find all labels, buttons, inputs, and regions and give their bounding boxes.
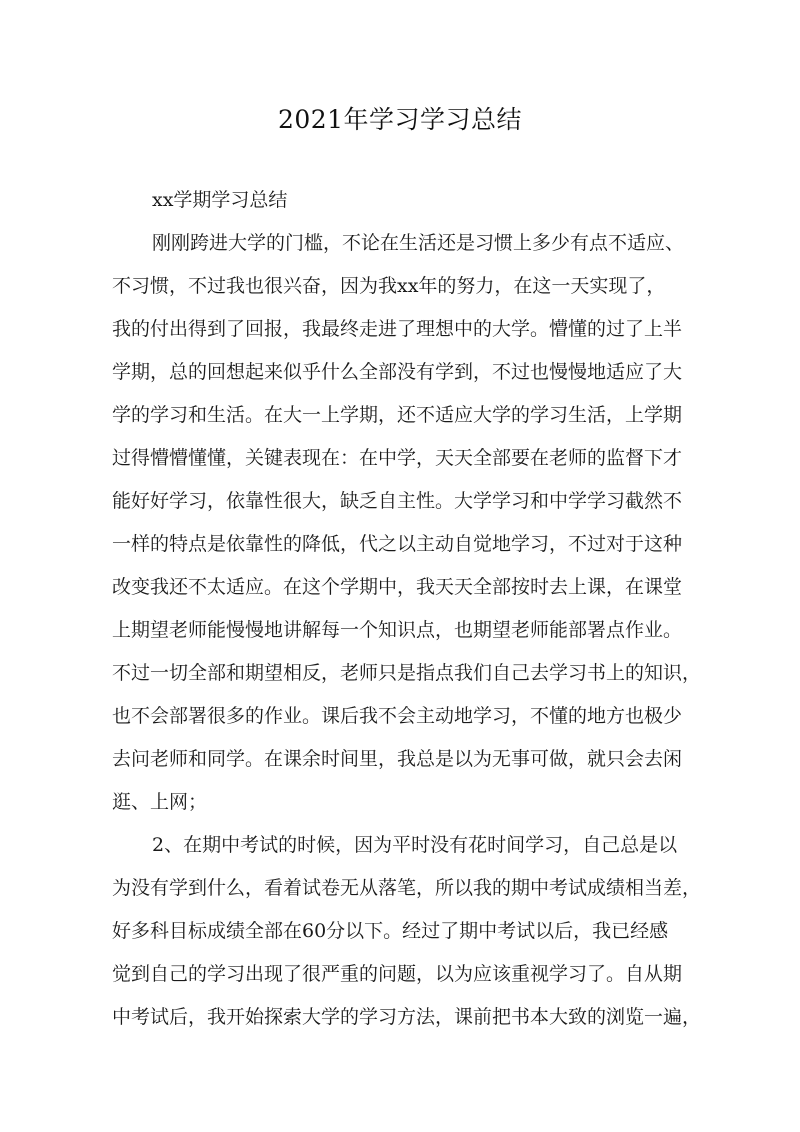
- paragraph-line: 2、在期中考试的时候，因为平时没有花时间学习，自己总是以: [152, 834, 678, 856]
- paragraph-line: 不习惯，不过我也很兴奋，因为我xx年的努力，在这一天实现了，: [112, 275, 666, 297]
- paragraph-line: 去问老师和同学。在课余时间里，我总是以为无事可做，就只会去闲: [112, 748, 683, 770]
- document-title: 2021年学习学习总结: [277, 105, 523, 134]
- paragraph-line: 改变我还不太适应。在这个学期中，我天天全部按时去上课，在课堂: [112, 576, 683, 598]
- paragraph-line: 好多科目标成绩全部在60分以下。经过了期中考试以后，我已经感: [112, 920, 669, 942]
- paragraph-line: 能好好学习，依靠性很大，缺乏自主性。大学学习和中学学习截然不: [112, 490, 683, 512]
- section-heading: xx学期学习总结: [152, 189, 288, 211]
- paragraph-line: 刚刚跨进大学的门槛，不论在生活还是习惯上多少有点不适应、: [152, 232, 685, 254]
- paragraph-line: 过得懵懵懂懂，关键表现在：在中学，天天全部要在老师的监督下才: [112, 447, 683, 469]
- paragraph-line: 中考试后，我开始探索大学的学习方法，课前把书本大致的浏览一遍，: [112, 1006, 702, 1028]
- paragraph-line: 为没有学到什么，看着试卷无从落笔，所以我的期中考试成绩相当差，: [112, 877, 702, 899]
- paragraph-line: 上期望老师能慢慢地讲解每一个知识点，也期望老师能部署点作业。: [112, 619, 683, 641]
- paragraph-line: 我的付出得到了回报，我最终走进了理想中的大学。懵懂的过了上半: [112, 318, 683, 340]
- paragraph-line: 学的学习和生活。在大一上学期，还不适应大学的学习生活，上学期: [112, 404, 683, 426]
- paragraph-line: 一样的特点是依靠性的降低，代之以主动自觉地学习，不过对于这种: [112, 533, 683, 555]
- paragraph-line: 觉到自己的学习出现了很严重的问题，以为应该重视学习了。自从期: [112, 963, 683, 985]
- paragraph-line: 逛、上网；: [112, 791, 208, 813]
- paragraph-line: 学期，总的回想起来似乎什么全部没有学到，不过也慢慢地适应了大: [112, 361, 683, 383]
- paragraph-line: 也不会部署很多的作业。课后我不会主动地学习，不懂的地方也极少: [112, 705, 683, 727]
- paragraph-line: 不过一切全部和期望相反，老师只是指点我们自己去学习书上的知识，: [112, 662, 702, 684]
